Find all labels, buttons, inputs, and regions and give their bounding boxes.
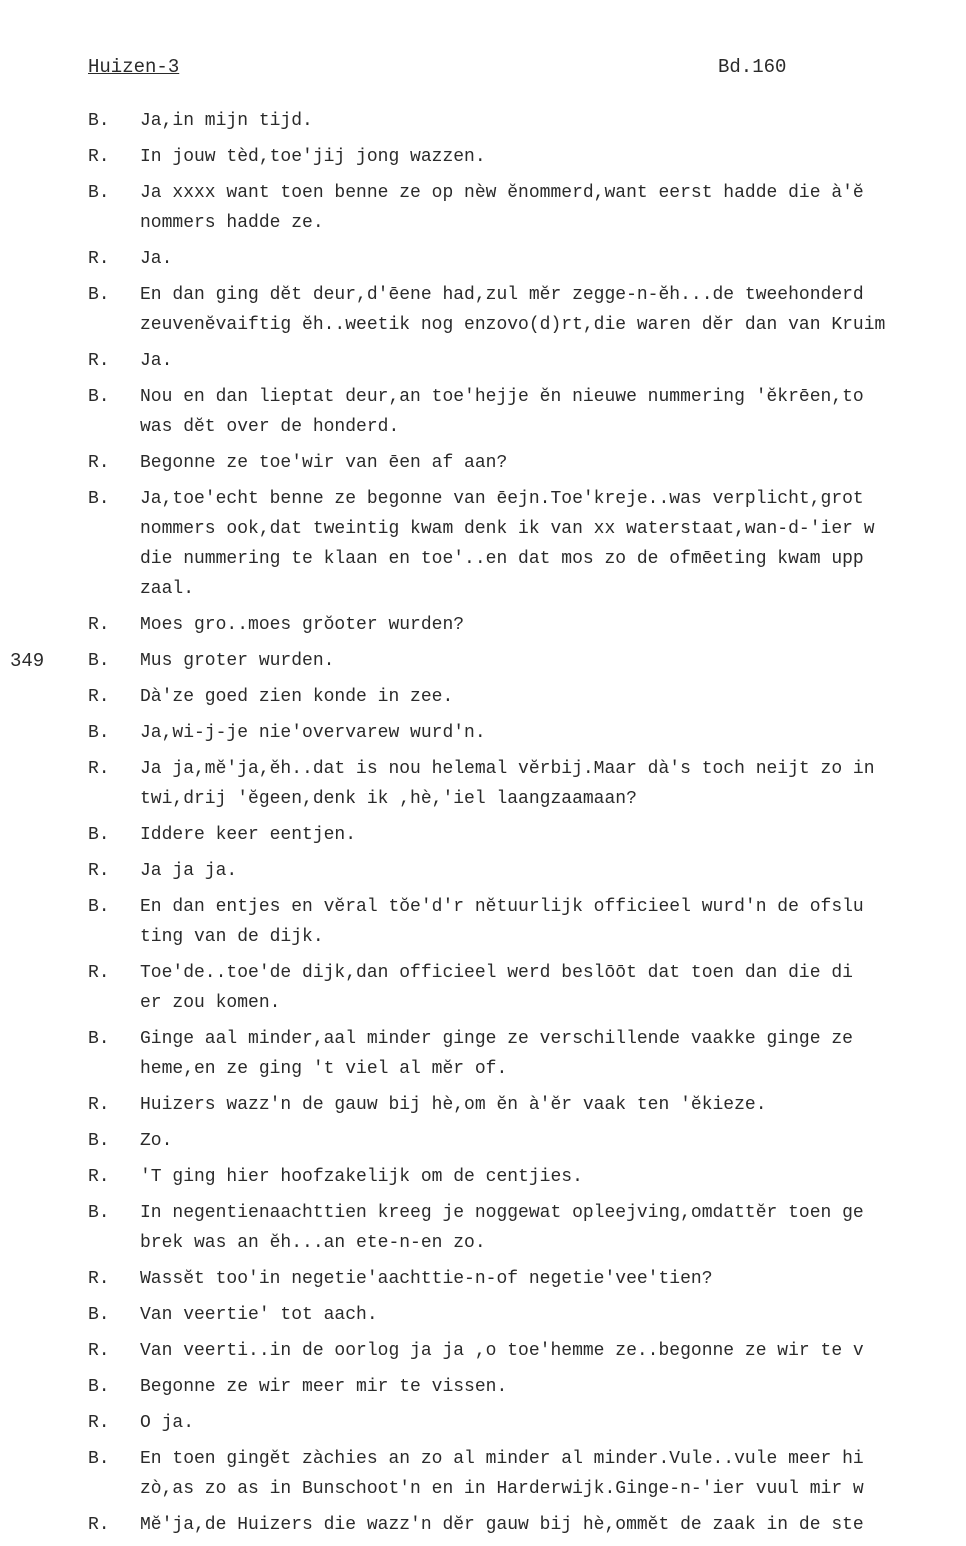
speaker-label: R. [88,1095,110,1115]
utterance-line: zò,as zo as in Bunschoot'n en in Harderwijk.Ginge-n-'ier vuul mir w [140,1479,864,1499]
utterance [140,1024,966,1084]
utterance [140,280,966,340]
speaker-label: R. [88,147,110,167]
utterance-line: Ginge aal minder,aal minder ginge ze verschillende vaakke ginge ze [140,1029,853,1049]
utterance-line: Van veertie' tot aach. [140,1305,378,1325]
utterance-line: 'T ging hier hoofzakelijk om de centjies. [140,1167,583,1187]
speaker-label: R. [88,759,110,779]
utterance-line: En dan entjes en vĕral tŏe'd'r nĕtuurlijk officieel wurd'n de ofslu [140,897,864,917]
speaker-label: R. [88,1413,110,1433]
speaker-label: B. [88,387,110,407]
utterance-line: nommers ook,dat tweintig kwam denk ik van xx waterstaat,wan-d-'ier w [140,519,875,539]
utterance-line: O ja. [140,1413,195,1433]
utterance-line: Ja,wi-j-je nie'overvarew wurd'n. [140,723,486,743]
transcript-entry [88,178,966,238]
utterance-line: die nummering te klaan en toe'..en dat mos zo de ofmēeting kwam upp [140,549,864,569]
transcript-entry [88,1198,966,1258]
speaker-label: B. [88,183,110,203]
utterance-line: Ja ja ja. [140,861,238,881]
transcript-entry [88,646,966,676]
speaker-label: B. [88,111,110,131]
transcript-entry [88,280,966,340]
transcript-entry [88,346,966,376]
speaker-label: B. [88,1131,110,1151]
speaker-label: B. [88,651,110,671]
utterance [140,892,966,952]
utterance [140,1408,966,1438]
transcript-entry [88,1162,966,1192]
utterance-line: Wassĕt too'in negetie'aachttie-n-of negetie'vee'tien? [140,1269,713,1289]
utterance [140,718,966,748]
transcript-entry [88,1126,966,1156]
utterance-line: Mus groter wurden. [140,651,335,671]
utterance [140,754,966,814]
speaker-label: R. [88,1167,110,1187]
utterance [140,1090,966,1120]
speaker-label: B. [88,489,110,509]
utterance [140,1336,966,1366]
transcript-entry [88,106,966,136]
speaker-label: R. [88,963,110,983]
utterance-line: En dan ging dĕt deur,d'ēene had,zul mĕr zegge-n-ĕh...de tweehonderd [140,285,864,305]
utterance-line: ting van de dijk. [140,927,324,947]
transcript-entry [88,892,966,952]
utterance-line: heme,en ze ging 't viel al mĕr of. [140,1059,508,1079]
utterance-line: Ja. [140,351,173,371]
utterance-line: Ja,in mijn tijd. [140,111,313,131]
transcript-entry [88,448,966,478]
transcript-entry [88,682,966,712]
utterance [140,610,966,640]
transcript-body [88,106,966,1546]
transcript-entry [88,820,966,850]
utterance-line: zeuvenĕvaiftig ĕh..weetik nog enzovo(d)rt,die waren dĕr dan van Kruim [140,315,886,335]
utterance [140,682,966,712]
utterance [140,1264,966,1294]
transcript-entry [88,1300,966,1330]
speaker-label: B. [88,1377,110,1397]
utterance-line: was dĕt over de honderd. [140,417,400,437]
utterance-line: In jouw tèd,toe'jij jong wazzen. [140,147,486,167]
utterance [140,448,966,478]
transcript-entry [88,1408,966,1438]
speaker-label: R. [88,861,110,881]
transcript-entry [88,754,966,814]
utterance [140,178,966,238]
utterance-line: Ja,toe'echt benne ze begonne van ēejn.Toe'kreje..was verplicht,grot [140,489,864,509]
utterance-line: zaal. [140,579,195,599]
utterance [140,1300,966,1330]
speaker-label: B. [88,825,110,845]
utterance-line: En toen gingĕt zàchies an zo al minder al minder.Vule..vule meer hi [140,1449,864,1469]
utterance-line: Ja. [140,249,173,269]
utterance-line: Ja ja,mĕ'ja,ĕh..dat is nou helemal vĕrbij.Maar dà's toch neijt zo in [140,759,875,779]
speaker-label: R. [88,1515,110,1535]
transcript-entry [88,382,966,442]
margin-note: 349 [10,650,45,672]
utterance [140,820,966,850]
transcript-entry [88,610,966,640]
document-reference: Bd.160 [718,56,787,78]
transcript-entry [88,1372,966,1402]
speaker-label: B. [88,1029,110,1049]
speaker-label: R. [88,1341,110,1361]
utterance-line: Zo. [140,1131,173,1151]
utterance-line: Moes gro..moes grŏoter wurden? [140,615,465,635]
utterance [140,346,966,376]
utterance [140,1162,966,1192]
utterance-line: In negentienaachttien kreeg je noggewat opleejving,omdattĕr toen ge [140,1203,864,1223]
utterance [140,1372,966,1402]
utterance [140,484,966,604]
utterance-line: Mĕ'ja,de Huizers die wazz'n dĕr gauw bij hè,ommĕt de zaak in de ste [140,1515,864,1535]
utterance [140,382,966,442]
transcript-entry [88,142,966,172]
speaker-label: R. [88,453,110,473]
utterance [140,856,966,886]
utterance-line: Dà'ze goed zien konde in zee. [140,687,454,707]
document-title: Huizen-3 [88,56,180,78]
transcript-entry [88,1264,966,1294]
utterance [140,142,966,172]
utterance [140,958,966,1018]
transcript-entry [88,1336,966,1366]
utterance [140,244,966,274]
transcript-entry [88,244,966,274]
utterance-line: brek was an ĕh...an ete-n-en zo. [140,1233,486,1253]
utterance-line: Begonne ze wir meer mir te vissen. [140,1377,508,1397]
speaker-label: R. [88,687,110,707]
utterance-line: Toe'de..toe'de dijk,dan officieel werd beslōōt dat toen dan die di [140,963,853,983]
utterance-line: Ja xxxx want toen benne ze op nèw ĕnommerd,want eerst hadde die à'ĕ [140,183,864,203]
utterance-line: Van veerti..in de oorlog ja ja ,o toe'hemme ze..begonne ze wir te v [140,1341,864,1361]
utterance-line: nommers hadde ze. [140,213,324,233]
speaker-label: R. [88,351,110,371]
transcript-entry [88,718,966,748]
utterance [140,1444,966,1504]
transcript-entry [88,1444,966,1504]
utterance [140,106,966,136]
transcript-entry [88,1510,966,1540]
utterance [140,1126,966,1156]
transcript-entry [88,958,966,1018]
utterance-line: twi,drij 'ĕgeen,denk ik ,hè,'iel laangzaamaan? [140,789,637,809]
transcript-entry [88,856,966,886]
transcript-entry [88,484,966,604]
speaker-label: R. [88,615,110,635]
transcript-entry [88,1090,966,1120]
utterance-line: Iddere keer eentjen. [140,825,357,845]
speaker-label: B. [88,1305,110,1325]
speaker-label: B. [88,1203,110,1223]
speaker-label: B. [88,897,110,917]
utterance-line: Begonne ze toe'wir van ēen af aan? [140,453,508,473]
speaker-label: R. [88,1269,110,1289]
utterance [140,1510,966,1540]
speaker-label: R. [88,249,110,269]
utterance-line: Nou en dan lieptat deur,an toe'hejje ĕn nieuwe nummering 'ĕkrēen,to [140,387,864,407]
transcript-entry [88,1024,966,1084]
utterance [140,1198,966,1258]
utterance [140,646,966,676]
speaker-label: B. [88,1449,110,1469]
speaker-label: B. [88,723,110,743]
utterance-line: Huizers wazz'n de gauw bij hè,om ĕn à'ĕr vaak ten 'ĕkieze. [140,1095,767,1115]
speaker-label: B. [88,285,110,305]
utterance-line: er zou komen. [140,993,281,1013]
